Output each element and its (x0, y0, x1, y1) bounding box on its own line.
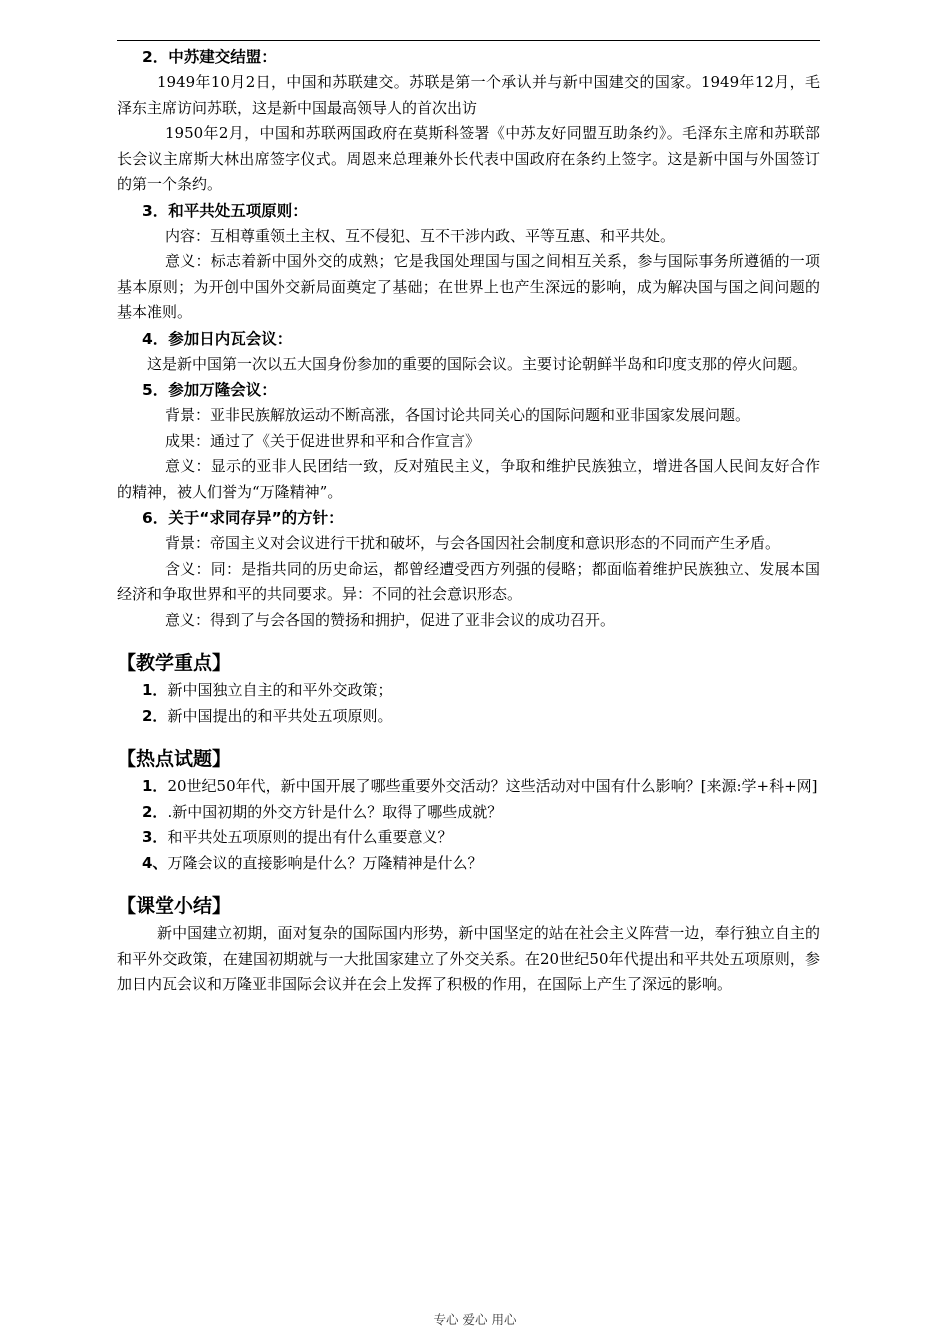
summary-title: 【课堂小结】 (117, 895, 232, 917)
section-5-background: 背景：亚非民族解放运动不断高涨，各国讨论共同关心的国际问题和亚非国家发展问题。 (165, 406, 751, 424)
hot-questions-title: 【热点试题】 (117, 748, 232, 770)
section-4-heading: 4．参加日内瓦会议： (142, 329, 293, 348)
item-text: 和平共处五项原则的提出有什么重要意义？ (167, 828, 453, 846)
section-5-heading: 5．参加万隆会议： (142, 381, 277, 399)
key-points-title: 【教学重点】 (117, 652, 232, 674)
item-text: .新中国初期的外交方针是什么？取得了哪些成就？ (167, 802, 503, 821)
item-number: 4、 (142, 853, 168, 872)
section-6-definition: 含义：同：是指共同的历史命运，都曾经遭受西方列强的侵略；都面临着维护民族独立、发展本国经济和争取世界和平的共同要求。异：不同的社会意识形态。 (117, 559, 820, 603)
section-4-paragraph: 这是新中国第一次以五大国身份参加的重要的国际会议。主要讨论朝鲜半岛和印度支那的停火问题。 (147, 354, 808, 373)
section-6-background: 背景：帝国主义对会议进行干扰和破坏，与会各国因社会制度和意识形态的不同而产生矛盾。 (165, 534, 781, 552)
item-text: 20世纪50年代，新中国开展了哪些重要外交活动？这些活动对中国有什么影响？[来源:学+科+网] (167, 777, 818, 795)
item-text: 万隆会议的直接影响是什么？万隆精神是什么？ (167, 853, 483, 872)
key-point-item (117, 704, 820, 730)
page-footer: 专心 爱心 用心 (433, 1312, 517, 1327)
hot-question-item (117, 800, 820, 826)
item-number: 2． (142, 706, 168, 725)
document-body (117, 44, 820, 998)
key-point-item (117, 678, 820, 704)
header-rule (117, 40, 820, 41)
summary-paragraph: 新中国建立初期，面对复杂的国际国内形势，新中国坚定的站在社会主义阵营一边，奉行独立自主的和平外交政策，在建国初期就与一大批国家建立了外交关系。在20世纪50年代提出和平共处五项原则，参加日内瓦会议和万隆亚非国际会议并在会上发挥了积极的作用，在国际上产生了深远的影响。 (117, 924, 820, 993)
item-number: 1． (142, 681, 168, 699)
item-text: 新中国提出的和平共处五项原则。 (167, 706, 393, 725)
hot-question-item (117, 774, 820, 800)
section-3-heading: 3．和平共处五项原则： (142, 201, 308, 220)
item-number: 1． (142, 777, 168, 795)
hot-question-item (117, 825, 820, 851)
section-3-content: 内容：互相尊重领土主权、互不侵犯、互不干涉内政、平等互惠、和平共处。 (165, 226, 676, 245)
item-text: 新中国独立自主的和平外交政策； (167, 681, 393, 699)
item-number: 3． (142, 828, 168, 846)
section-5-meaning: 意义：显示的亚非人民团结一致，反对殖民主义，争取和维护民族独立，增进各国人民间友好合作的精神，被人们誉为“万隆精神”。 (117, 457, 820, 501)
section-2-paragraph-2: 1950年2月，中国和苏联两国政府在莫斯科签署《中苏友好同盟互助条约》。毛泽东主席和苏联部长会议主席斯大林出席签字仪式。周恩来总理兼外长代表中国政府在条约上签字。这是新中国与外国签订的第一个条约。 (117, 124, 820, 193)
section-2-paragraph-1: 1949年10月2日，中国和苏联建交。苏联是第一个承认并与新中国建交的国家。1949年12月，毛泽东主席访问苏联，这是新中国最高领导人的首次出访 (117, 73, 820, 117)
section-3-meaning: 意义：标志着新中国外交的成熟；它是我国处理国与国之间相互关系，参与国际事务所遵循的一项基本原则；为开创中国外交新局面奠定了基础；在世界上也产生深远的影响，成为解决国与国之间问题的基本准则。 (117, 252, 820, 321)
item-number: 2． (142, 802, 168, 821)
section-6-meaning: 意义：得到了与会各国的赞扬和拥护，促进了亚非会议的成功召开。 (165, 610, 616, 629)
section-2-heading: 2．中苏建交结盟： (142, 48, 277, 66)
section-5-result: 成果：通过了《关于促进世界和平和合作宣言》 (165, 431, 481, 450)
section-6-heading: 6．关于“求同存异”的方针： (142, 509, 344, 527)
hot-question-item (117, 851, 820, 877)
